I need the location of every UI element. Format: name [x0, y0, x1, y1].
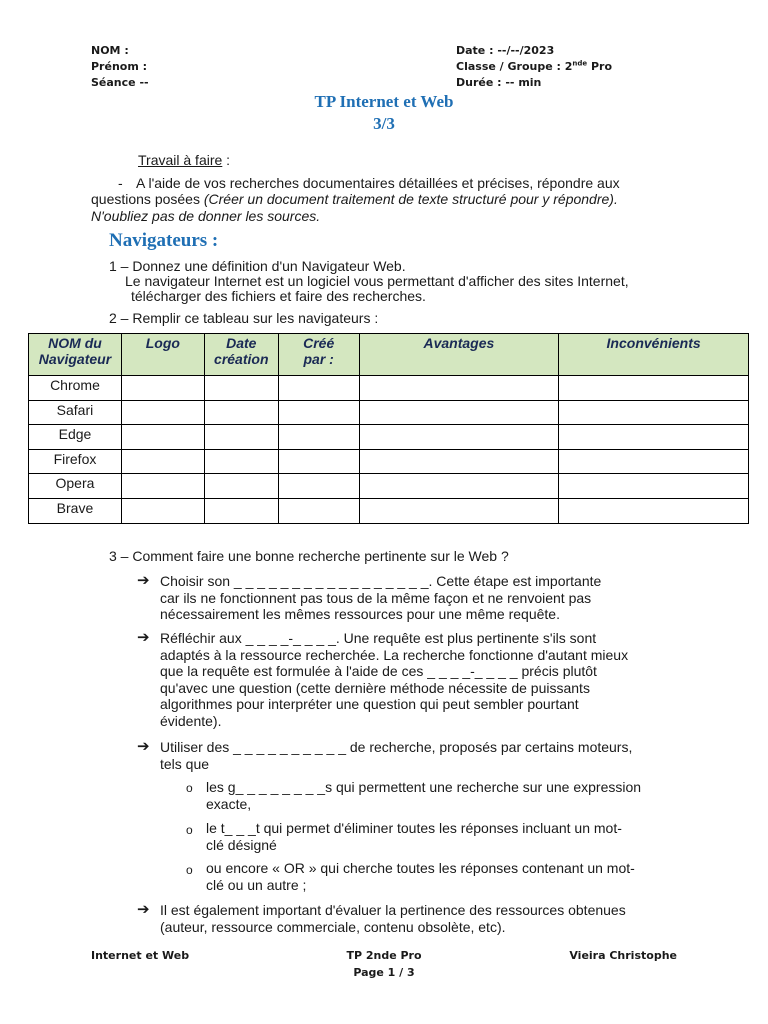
q1-question: 1 – Donnez une définition d'un Navigateur Web.	[109, 258, 406, 274]
col-header-logo: Logo	[121, 334, 204, 376]
arrow-icon: ➔	[137, 738, 150, 755]
table-cell[interactable]	[359, 449, 559, 474]
table-cell[interactable]	[278, 425, 359, 450]
table-cell[interactable]	[278, 400, 359, 425]
table-cell[interactable]	[204, 498, 278, 523]
duree-label: Durée : -- min	[456, 76, 542, 89]
header-left	[91, 43, 149, 91]
work-line-2	[91, 191, 618, 208]
col-header-date: Date création	[204, 334, 278, 376]
q3-question: 3 – Comment faire une bonne recherche pertinente sur le Web ?	[109, 548, 509, 564]
table-cell[interactable]	[204, 474, 278, 499]
col-header-name: NOM du Navigateur	[29, 334, 122, 376]
table-cell[interactable]	[121, 449, 204, 474]
table-cell[interactable]	[121, 376, 204, 401]
q1-answer-line-1: Le navigateur Internet est un logiciel vous permettant d'afficher des sites Internet,	[125, 273, 629, 289]
arrow-icon: ➔	[137, 629, 150, 646]
table-cell[interactable]	[559, 474, 749, 499]
table-cell[interactable]	[559, 498, 749, 523]
table-cell[interactable]	[278, 376, 359, 401]
table-cell[interactable]	[204, 376, 278, 401]
table-cell[interactable]	[359, 474, 559, 499]
arrow-icon: ➔	[137, 901, 150, 918]
work-line-3-italic: N'oubliez pas de donner les sources.	[91, 208, 321, 224]
work-label: Travail à faire	[138, 152, 223, 168]
work-bullet: -	[118, 175, 123, 191]
q1-answer-line-2: télécharger des fichiers et faire des recherches.	[131, 288, 426, 304]
table-row	[29, 498, 749, 523]
table-cell[interactable]	[121, 400, 204, 425]
col-header-creator: Créé par :	[278, 334, 359, 376]
classe-sup: nde	[572, 59, 588, 68]
page-number: Page 1 / 3	[353, 966, 415, 979]
q3-item-1: Choisir son _ _ _ _ _ _ _ _ _ _ _ _ _ _ _ _ _. Cette étape est importante car ils ne fonctionnent pas tous de la même façon et ne renvoient pas nécessairement les mêmes ressources pour une même requête.	[160, 573, 602, 622]
table-row	[29, 474, 749, 499]
footer-right: Vieira Christophe	[569, 949, 677, 962]
table-row	[29, 449, 749, 474]
table-cell[interactable]	[278, 498, 359, 523]
table-cell[interactable]	[559, 376, 749, 401]
table-cell[interactable]	[359, 376, 559, 401]
bullet-icon: o	[186, 823, 193, 837]
footer-left: Internet et Web	[91, 949, 190, 962]
arrow-icon: ➔	[137, 572, 150, 589]
table-cell[interactable]	[278, 449, 359, 474]
bullet-icon: o	[186, 781, 193, 795]
table-header-row	[29, 334, 749, 376]
header-right	[456, 43, 612, 91]
work-colon: :	[222, 152, 231, 168]
q2-question: 2 – Remplir ce tableau sur les navigateurs :	[109, 310, 379, 326]
table-row	[29, 376, 749, 401]
q3-sub-3: ou encore « OR » qui cherche toutes les réponses contenant un mot- clé ou un autre ;	[206, 860, 635, 893]
browser-name: Safari	[29, 400, 122, 425]
table-cell[interactable]	[359, 425, 559, 450]
browser-name: Chrome	[29, 376, 122, 401]
bullet-icon: o	[186, 863, 193, 877]
table-cell[interactable]	[204, 425, 278, 450]
table-cell[interactable]	[359, 400, 559, 425]
q3-sub-1: les g_ _ _ _ _ _ _ _s qui permettent une recherche sur une expression exacte,	[206, 779, 642, 812]
table-row	[29, 425, 749, 450]
date-label: Date : --/--/2023	[456, 44, 555, 57]
table-cell[interactable]	[559, 400, 749, 425]
col-header-disadvantages: Inconvénients	[559, 334, 749, 376]
work-line-1: A l'aide de vos recherches documentaires détaillées et précises, répondre aux	[136, 175, 620, 191]
browsers-table	[28, 333, 749, 524]
page-subtitle: 3/3	[373, 114, 395, 133]
work-heading	[138, 152, 230, 169]
table-cell[interactable]	[278, 474, 359, 499]
browser-name: Edge	[29, 425, 122, 450]
classe-suffix: Pro	[587, 60, 613, 73]
classe-prefix: Classe / Groupe : 2	[456, 60, 573, 73]
col-header-advantages: Avantages	[359, 334, 559, 376]
browser-name: Brave	[29, 498, 122, 523]
section-title: Navigateurs :	[109, 230, 219, 251]
table-cell[interactable]	[559, 449, 749, 474]
seance-label: Séance --	[91, 76, 149, 89]
q3-item-4: Il est également important d'évaluer la pertinence des ressources obtenues (auteur, ressource commerciale, contenu obsolète, etc).	[160, 902, 626, 935]
work-line-3	[91, 208, 320, 225]
browser-name: Firefox	[29, 449, 122, 474]
browser-name: Opera	[29, 474, 122, 499]
table-cell[interactable]	[204, 449, 278, 474]
page-title: TP Internet et Web	[314, 92, 454, 111]
q3-item-2: Réfléchir aux _ _ _ _-_ _ _ _. Une requête est plus pertinente s'ils sont adaptés à la ressource recherchée. La recherche fonctionne d'autant mieux que la requête est formulée à l'aide de ces _ _ _ _-_ _ _ _ précis plutôt qu'avec une question (cette dernière méthode nécessite de puissants algorithmes pour interpréter une question qui peut sembler pourtant évidente).	[160, 630, 629, 729]
table-cell[interactable]	[204, 400, 278, 425]
prenom-label: Prénom :	[91, 60, 148, 73]
work-line-2-italic: (Créer un document traitement de texte structuré pour y répondre).	[203, 191, 618, 207]
classe-label	[456, 59, 612, 75]
work-line-2-plain: questions posées	[91, 191, 204, 207]
footer-center-1: TP 2nde Pro	[346, 949, 422, 962]
table-row	[29, 400, 749, 425]
q3-item-3: Utiliser des _ _ _ _ _ _ _ _ _ _ de recherche, proposés par certains moteurs, tels que	[160, 739, 633, 772]
table-cell[interactable]	[559, 425, 749, 450]
table-cell[interactable]	[121, 425, 204, 450]
table-cell[interactable]	[121, 474, 204, 499]
table-cell[interactable]	[121, 498, 204, 523]
table-cell[interactable]	[359, 498, 559, 523]
nom-label: NOM :	[91, 44, 129, 57]
q3-sub-2: le t_ _ _t qui permet d'éliminer toutes les réponses incluant un mot- clé désigné	[206, 820, 622, 853]
